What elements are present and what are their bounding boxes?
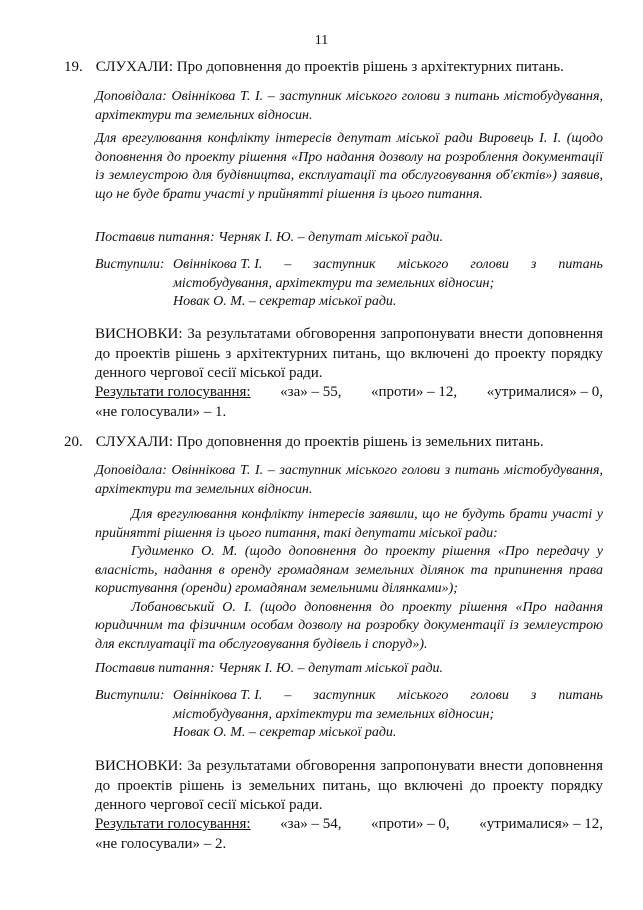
speaker-1-word: міського — [397, 688, 449, 703]
heard-label: СЛУХАЛИ: — [95, 434, 174, 450]
speaker-1-word: міського — [397, 257, 449, 272]
speaker-1-word: – — [284, 688, 292, 703]
speaker-1-word: голови — [470, 257, 509, 272]
speaker-1-name: Овіннікова Т. І. — [173, 688, 263, 703]
speaker-1-word: заступник — [313, 688, 376, 703]
vote-against: «проти» – 12, — [371, 384, 458, 400]
speaker-1-word: питань — [558, 257, 603, 272]
speaker-1-word: питань — [558, 688, 603, 703]
item-20-put-by — [95, 660, 603, 679]
conclusions-label: ВИСНОВКИ: — [95, 326, 183, 342]
put-text: Черняк І. Ю. – депутат міської ради. — [218, 230, 444, 245]
speakers-label: Виступили: — [95, 688, 165, 703]
vote-novote: «не голосували» – 2. — [95, 835, 227, 852]
vote-for: «за» – 55, — [280, 384, 342, 400]
item-19-vote-results — [95, 383, 603, 422]
reporter-text: Овіннікова Т. І. – заступник міського голови з питань містобудування, архітектури та земельних відносин. — [95, 463, 604, 497]
item-20-reporter — [95, 462, 603, 499]
heard-label: СЛУХАЛИ: — [95, 59, 174, 75]
item-20-speakers — [95, 687, 603, 743]
item-20-conclusions — [95, 757, 603, 816]
vote-against: «проти» – 0, — [371, 816, 450, 832]
page-number: 11 — [314, 33, 329, 48]
item-20-vote-results — [95, 815, 603, 854]
speaker-1-word: – — [284, 257, 292, 272]
speaker-1-name: Овіннікова Т. І. — [173, 257, 263, 272]
item-number: 19. — [64, 59, 83, 75]
reporter-text: Овіннікова Т. І. – заступник міського голови з питань містобудування, архітектури та земельних відносин. — [95, 89, 604, 123]
heard-text: Про доповнення до проектів рішень з архітектурних питань. — [176, 59, 564, 75]
heard-text: Про доповнення до проектів рішень із земельних питань. — [176, 434, 544, 450]
put-text: Черняк І. Ю. – депутат міської ради. — [218, 661, 444, 676]
speaker-1-word: заступник — [313, 257, 376, 272]
item-19-reporter — [95, 88, 603, 125]
put-label: Поставив питання: — [95, 230, 215, 245]
speaker-1-line — [173, 256, 603, 275]
speaker-1-word: голови — [470, 688, 509, 703]
conclusions-text: За результатами обговорення запропонувати внести доповнення до проектів рішень із земельних питань, що включені до проекту порядку денного чергової сесії міської ради. — [95, 758, 603, 813]
speaker-1-cont: містобудування, архітектури та земельних відносин; — [173, 706, 495, 722]
reporter-label: Доповідала: — [95, 463, 167, 478]
item-19-speakers — [95, 256, 603, 312]
item-19-conflict-statement: Для врегулювання конфлікту інтересів депутат міської ради Вировець І. І. (щодо доповнення до проекту рішення «Про надання дозволу на розроблення документації із землеустрою для будівництва, експлуатації та обслуговування об'єктів») заявив, що не буде брати участі у прийнятті рішення із цього питання. — [95, 131, 603, 202]
speaker-2: Новак О. М. – секретар міської ради. — [173, 294, 397, 309]
reporter-label: Доповідала: — [95, 89, 167, 104]
speaker-2: Новак О. М. – секретар міської ради. — [173, 725, 397, 740]
conflict-deputy-2: Лобановський О. І. (щодо доповнення до проекту рішення «Про надання юридичним та фізичним особам дозволу на розробку документації із землеустрою для експлуатації та обслуговування будівель і споруд»). — [95, 599, 603, 652]
conflict-intro: Для врегулювання конфлікту інтересів заявили, що не будуть брати участі у прийнятті рішення із цього питання, такі депутати міської ради: — [95, 507, 603, 541]
vote-novote: «не голосували» – 1. — [95, 403, 227, 420]
vote-abstain: «утрималися» – 12, — [479, 816, 603, 832]
conflict-deputy-1: Гудименко О. М. (щодо доповнення до проекту рішення «Про передачу у власність, надання в оренду громадянам земельних ділянок та припинення права користування (оренди) громадянам земельними ділянками»); — [95, 544, 603, 596]
item-19-conclusions — [95, 325, 603, 384]
item-number: 20. — [64, 434, 83, 450]
speaker-1-word: з — [530, 688, 537, 703]
item-19-put-by — [95, 229, 603, 248]
item-20-heading — [64, 433, 604, 452]
vote-label: Результати голосування: — [95, 816, 251, 832]
speaker-1-line — [173, 687, 603, 706]
speaker-1-word: з — [530, 257, 537, 272]
vote-abstain: «утрималися» – 0, — [486, 384, 603, 400]
item-20-conflict-statement — [95, 506, 603, 654]
vote-for: «за» – 54, — [280, 816, 342, 832]
put-label: Поставив питання: — [95, 661, 215, 676]
speakers-label: Виступили: — [95, 257, 165, 272]
vote-label: Результати голосування: — [95, 384, 251, 400]
item-19-heading — [64, 58, 604, 77]
speaker-1-cont: містобудування, архітектури та земельних відносин; — [173, 275, 495, 291]
conclusions-label: ВИСНОВКИ: — [95, 758, 183, 774]
conclusions-text: За результатами обговорення запропонувати внести доповнення до проектів рішень з архітектурних питань, що включені до проекту порядку денного чергової сесії міської ради. — [95, 326, 603, 381]
